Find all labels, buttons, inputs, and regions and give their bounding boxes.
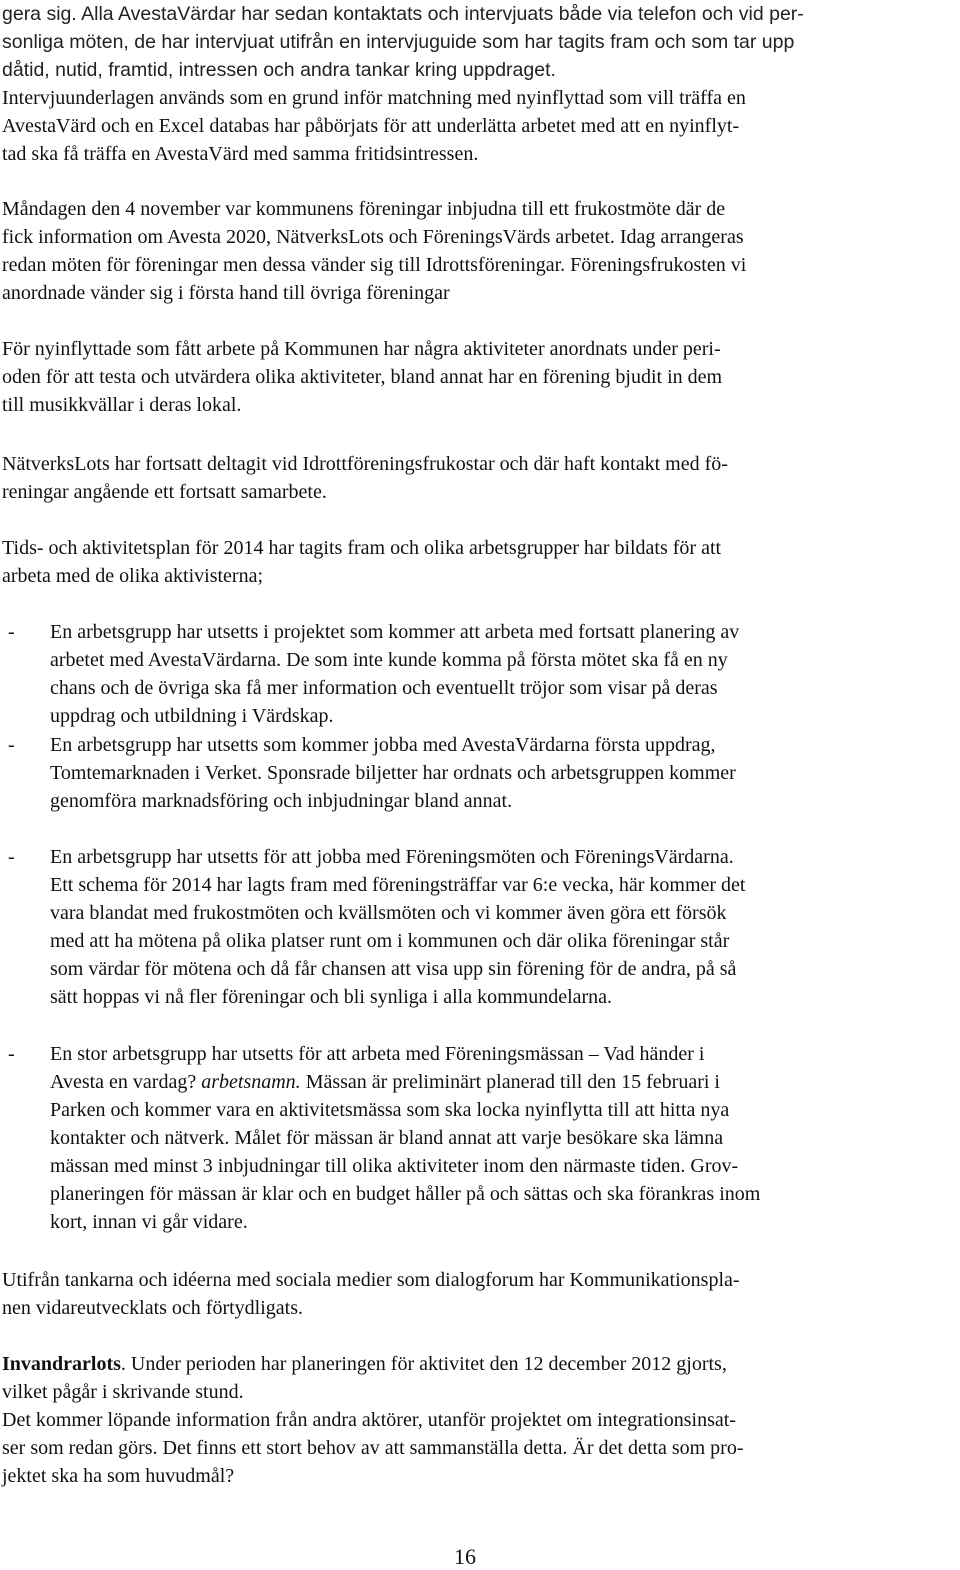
list-item-text: En arbetsgrupp har utsetts för att jobba med Föreningsmöten och FöreningsVärdarna. Ett schema för 2014 har lagts fram med föreningsträffar var 6:e vecka, här kommer det vara blandat med frukostmöten och kvällsmöten och vi kommer även göra ett försök med att ha mötena på olika platser runt om i kommunen och där olika föreningar står som värdar för mötena och då får chansen att visa upp sin förening för de andra, på så sätt hoppas vi nå fler föreningar och bli synliga i alla kommundelarna. [50,846,746,1008]
list-bullet: - [8,621,15,643]
activity-plan-paragraph: Tids- och aktivitetsplan för 2014 har tagits fram och olika arbetsgrupper har bildats för att arbeta med de olika aktivisterna; [2,537,722,587]
invandrarlots-heading: Invandrarlots [2,1353,121,1375]
interview-paragraph: Intervjuunderlagen används som en grund inför matchning med nyinflyttad som vill träffa en AvestaVärd och en Excel databas har påbörjats för att underlätta arbetet med att en nyinflyt- tad ska få träffa en AvestaVärd med samma fritidsintressen. [2,87,746,165]
list-item-text-end: Mässan är preliminärt planerad till den 15 februari i Parken och kommer vara en aktivitetsmässa som ska locka nyinflytta till att hitta nya kontakter och nätverk. Målet för mässan är bland annat att varje besökare ska lämna mässan med minst 3 inbjudningar till olika aktiviteter inom den närmaste tiden. Grov- planeringen för mässan är klar och en budget håller på och sättas och ska förankras inom kort, innan vi går vidare. [50,1071,761,1233]
newcomers-paragraph: För nyinflyttade som fått arbete på Kommunen har några aktiviteter anordnats under peri- oden för att testa och utvärdera olika aktiviteter, bland annat har en förening bjudit in dem till musikkvällar i deras lokal. [2,338,723,416]
invandrarlots-paragraph [2,1350,960,1490]
monday-meeting-paragraph: Måndagen den 4 november var kommunens föreningar inbjudna till ett frukostmöte där de fick information om Avesta 2020, NätverksLots och FöreningsVärds arbetet. Idag arrangeras redan möten för föreningar men dessa vänder sig till Idrottsföreningar. Föreningsfrukosten vi anordnade vänder sig i första hand till övriga föreningar [2,198,747,304]
working-title: arbetsnamn. [201,1071,301,1093]
social-media-paragraph: Utifrån tankarna och idéerna med sociala medier som dialogforum har Kommunikationspla- nen vidareutvecklats och förtydligats. [2,1269,740,1319]
invandrarlots-text: . Under perioden har planeringen för aktivitet den 12 december 2012 gjorts, vilket pågår i skrivande stund. Det kommer löpande information från andra aktörer, utanför projektet om integrationsinsat- ser som redan görs. Det finns ett stort behov av att sammanställa detta. Är det detta som pro- jektet ska ha som huvudmål? [2,1353,744,1487]
list-bullet: - [8,1043,15,1065]
intro-paragraph: gera sig. Alla AvestaVärdar har sedan kontaktats och intervjuats både via telefon och vid per- sonliga möten, de har intervjuat utifrån en intervjuguide som har tagits fram och som tar upp dåtid, nutid, framtid, intressen och andra tankar kring uppdraget. [2,3,804,81]
list-item-text-start: En stor arbetsgrupp har utsetts för att arbeta med Föreningsmässan – Vad händer i Avesta en vardag? [50,1043,705,1093]
list-bullet: - [8,846,15,868]
list-item-text [50,1040,955,1236]
natverkslots-paragraph: NätverksLots har fortsatt deltagit vid Idrottföreningsfrukostar och där haft kontakt med fö- reningar angående ett fortsatt samarbete. [2,453,728,503]
list-bullet: - [8,734,15,756]
list-item-text: En arbetsgrupp har utsetts som kommer jobba med AvestaVärdarna första uppdrag, Tomtemarknaden i Verket. Sponsrade biljetter har ordnats och arbetsgruppen kommer genomföra marknadsföring och inbjudningar bland annat. [50,734,736,812]
list-item-text: En arbetsgrupp har utsetts i projektet som kommer att arbeta med fortsatt planering av arbetet med AvestaVärdarna. De som inte kunde komma på första mötet ska få en ny chans och de övriga ska få mer information och eventuellt tröjor som visar på deras uppdrag och utbildning i Värdskap. [50,621,740,727]
page-number: 16 [454,1544,476,1569]
